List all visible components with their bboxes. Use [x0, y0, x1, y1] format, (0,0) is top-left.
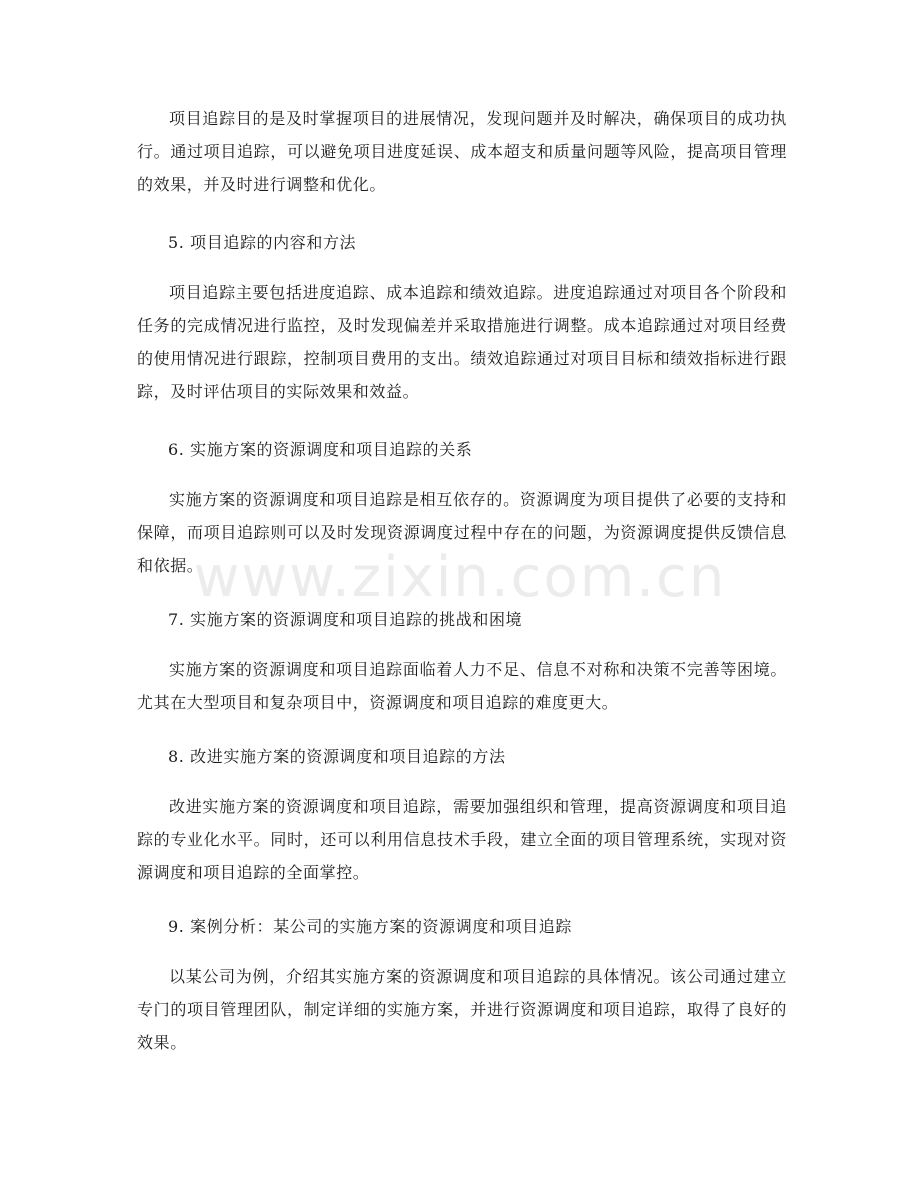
paragraph-section-9: 以某公司为例，介绍其实施方案的资源调度和项目追踪的具体情况。该公司通过建立专门的项目管理团队，制定详细的实施方案，并进行资源调度和项目追踪，取得了良好的效果。	[137, 967, 787, 1052]
heading-section-6: 6. 实施方案的资源调度和项目追踪的关系	[168, 440, 473, 459]
heading-section-9: 9. 案例分析：某公司的实施方案的资源调度和项目追踪	[168, 917, 572, 936]
heading-section-8: 8. 改进实施方案的资源调度和项目追踪的方法	[168, 747, 506, 766]
paragraph-section-8: 改进实施方案的资源调度和项目追踪，需要加强组织和管理，提高资源调度和项目追踪的专业化水平。同时，还可以利用信息技术手段，建立全面的项目管理系统，实现对资源调度和项目追踪的全面掌控。	[137, 797, 787, 882]
paragraph-section-7: 实施方案的资源调度和项目追踪面临着人力不足、信息不对称和决策不完善等困境。尤其在大型项目和复杂项目中，资源调度和项目追踪的难度更大。	[137, 660, 787, 712]
watermark-text: www.zixin.com.cn	[193, 545, 727, 610]
paragraph-intro: 项目追踪目的是及时掌握项目的进展情况，发现问题并及时解决，确保项目的成功执行。通过项目追踪，可以避免项目进度延误、成本超支和质量问题等风险，提高项目管理的效果，并及时进行调整和优化。	[137, 109, 787, 194]
paragraph-section-5: 项目追踪主要包括进度追踪、成本追踪和绩效追踪。进度追踪通过对项目各个阶段和任务的完成情况进行监控，及时发现偏差并采取措施进行调整。成本追踪通过对项目经费的使用情况进行跟踪，控制项目费用的支出。绩效追踪通过对项目目标和绩效指标进行跟踪，及时评估项目的实际效果和效益。	[137, 283, 787, 401]
heading-section-7: 7. 实施方案的资源调度和项目追踪的挑战和困境	[168, 610, 523, 629]
paragraph-section-6: 实施方案的资源调度和项目追踪是相互依存的。资源调度为项目提供了必要的支持和保障，而项目追踪则可以及时发现资源调度过程中存在的问题，为资源调度提供反馈信息和依据。	[137, 490, 787, 575]
heading-section-5: 5. 项目追踪的内容和方法	[168, 233, 357, 252]
